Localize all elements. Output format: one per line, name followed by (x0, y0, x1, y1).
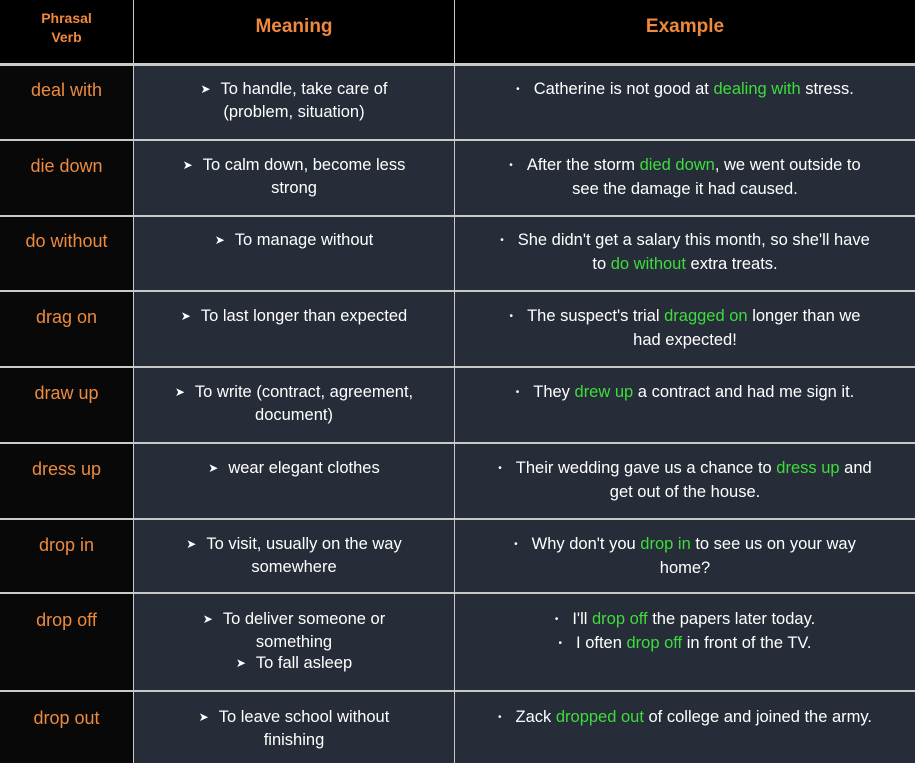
example-cell: • She didn't get a salary this month, so she'll have to do without extra treats. (500, 231, 870, 273)
meaning-cell: ➤ To write (contract, agreement, document) (174, 383, 414, 424)
arrow-bullet-icon: ➤ (214, 233, 225, 247)
header-verb-line1: Phrasal (41, 10, 92, 26)
example-cell: • Their wedding gave us a chance to dress up and get out of the house. (498, 459, 872, 501)
meaning-cell: ➤ To last longer than expected (180, 307, 408, 325)
arrow-bullet-icon: ➤ (180, 309, 191, 323)
example-cell: • They drew up a contract and had me sign it. (515, 383, 855, 401)
row-divider (0, 690, 915, 692)
header-divider (0, 63, 915, 66)
dot-bullet-icon: • (509, 311, 514, 322)
dot-bullet-icon: • (498, 463, 502, 474)
dot-bullet-icon: • (558, 637, 563, 649)
row-divider (0, 366, 915, 368)
meaning-cell: ➤ To visit, usually on the way somewhere (186, 535, 402, 576)
arrow-bullet-icon: ➤ (235, 656, 246, 670)
example-cell: • Catherine is not good at dealing with stress. (516, 80, 854, 98)
example-cell: • After the storm died down, we went outside to see the damage it had caused. (509, 156, 861, 198)
verb-cell: deal with (30, 80, 103, 100)
row-divider (0, 139, 915, 141)
table-row (0, 692, 915, 763)
dot-bullet-icon: • (509, 160, 513, 171)
verb-cell: drop out (33, 708, 100, 728)
column-divider (133, 0, 134, 763)
header-meaning: Meaning (134, 0, 454, 63)
dot-bullet-icon: • (516, 84, 520, 95)
dot-bullet-icon: • (514, 539, 518, 550)
example-cell: • I'll drop off the papers later today. • I often drop off in front of the TV. (554, 610, 816, 652)
arrow-bullet-icon: ➤ (174, 385, 185, 399)
meaning-cell: ➤ To leave school without finishing (198, 708, 390, 749)
dot-bullet-icon: • (497, 712, 502, 723)
meaning-cell: ➤ To handle, take care of (problem, situation) (200, 80, 388, 121)
row-divider (0, 442, 915, 444)
verb-cell: drop in (38, 535, 95, 555)
verb-cell: dress up (31, 459, 102, 479)
example-cell: • Zack dropped out of college and joined the army. (497, 708, 873, 726)
header-example: Example (455, 0, 915, 63)
row-divider (0, 518, 915, 520)
dot-bullet-icon: • (554, 614, 559, 625)
column-divider (454, 0, 455, 763)
arrow-bullet-icon: ➤ (202, 612, 213, 626)
header-row (0, 0, 915, 63)
verb-cell: drop off (36, 610, 97, 630)
row-divider (0, 592, 915, 594)
arrow-bullet-icon: ➤ (186, 537, 197, 551)
arrow-bullet-icon: ➤ (200, 82, 211, 96)
verb-cell: die down (30, 156, 103, 176)
header-verb-line2: Verb (51, 29, 82, 45)
arrow-bullet-icon: ➤ (198, 710, 209, 724)
table-row (0, 444, 915, 518)
verb-cell: draw up (34, 383, 99, 403)
arrow-bullet-icon: ➤ (182, 158, 193, 172)
meaning-cell: ➤ To deliver someone or something ➤ To fall asleep (202, 610, 386, 672)
meaning-cell: ➤ To calm down, become less strong (182, 156, 406, 197)
table-row (0, 141, 915, 215)
table-row (0, 520, 915, 592)
table-row (0, 292, 915, 366)
row-divider (0, 290, 915, 292)
dot-bullet-icon: • (515, 387, 520, 398)
table-row (0, 368, 915, 442)
dot-bullet-icon: • (500, 235, 504, 246)
arrow-bullet-icon: ➤ (208, 461, 219, 475)
meaning-cell: ➤ To manage without (214, 231, 374, 249)
row-divider (0, 215, 915, 217)
example-cell: • The suspect's trial dragged on longer than we had expected! (509, 307, 861, 349)
table-row (0, 217, 915, 290)
meaning-cell: ➤ wear elegant clothes (208, 459, 380, 477)
verb-cell: drag on (35, 307, 98, 327)
header-phrasal-verb (0, 0, 133, 63)
example-cell: • Why don't you drop in to see us on your way home? (514, 535, 856, 577)
verb-cell: do without (25, 231, 108, 251)
table-row (0, 66, 915, 139)
table-row (0, 594, 915, 690)
